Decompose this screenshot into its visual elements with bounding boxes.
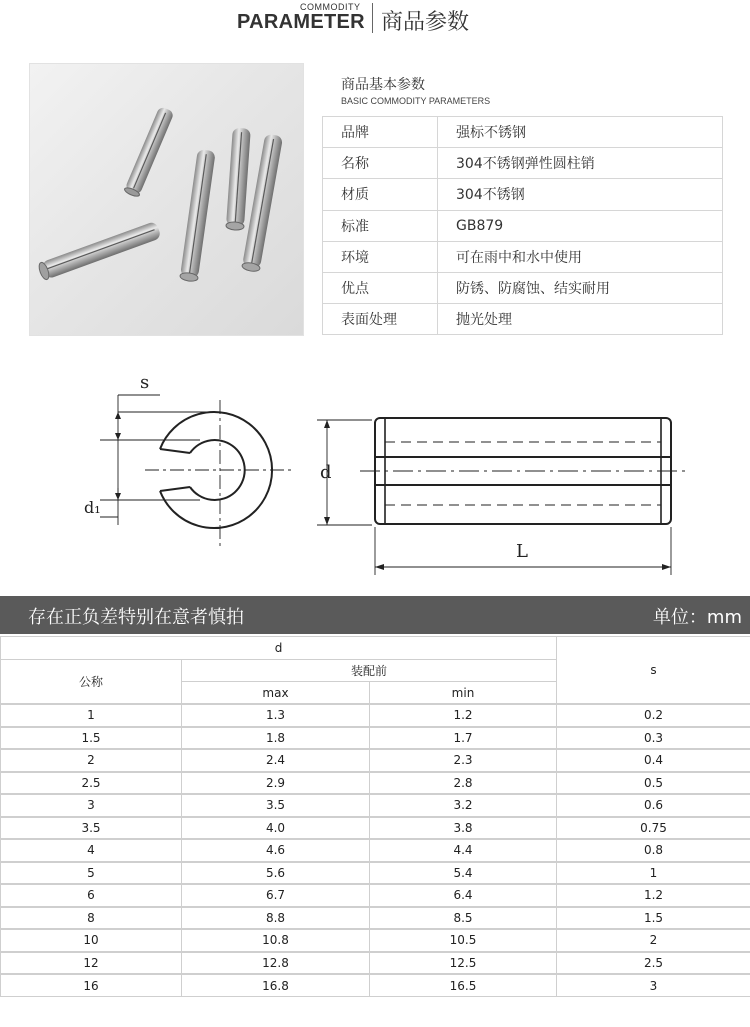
cell-max: 16.8 [182,974,370,997]
cell-s: 0.6 [557,794,750,817]
cell-s: 0.2 [557,704,750,727]
table-row [1,974,750,997]
param-key: 材质 [323,179,438,210]
label-d1: d₁ [84,498,101,517]
cell-nominal: 8 [1,907,182,930]
table-row [1,884,750,907]
table-row [1,727,750,750]
cell-min: 1.7 [370,727,557,750]
label-s: s [140,372,150,393]
table-row [1,952,750,975]
cell-max: 8.8 [182,907,370,930]
cell-s: 0.5 [557,772,750,795]
cell-max: 12.8 [182,952,370,975]
label-d: d [320,462,332,483]
cell-nominal: 3 [1,794,182,817]
cell-max: 2.9 [182,772,370,795]
param-value: 防锈、防腐蚀、结实耐用 [438,272,723,303]
cell-s: 2 [557,929,750,952]
cell-nominal: 12 [1,952,182,975]
spring-pins-illustration [30,64,305,337]
cell-s: 0.8 [557,839,750,862]
header-s: s [557,637,750,705]
cell-nominal: 3.5 [1,817,182,840]
cell-max: 3.5 [182,794,370,817]
cell-s: 0.4 [557,749,750,772]
header-max: max [182,682,370,705]
cell-max: 1.3 [182,704,370,727]
param-row [323,148,723,179]
header-nominal: 公称 [1,659,182,704]
table-row [1,907,750,930]
cell-max: 5.6 [182,862,370,885]
cell-min: 8.5 [370,907,557,930]
table-row [1,704,750,727]
cell-min: 3.8 [370,817,557,840]
label-L: L [516,541,528,562]
table-row [1,929,750,952]
cell-s: 0.3 [557,727,750,750]
param-row [323,117,723,148]
table-header-row [1,637,750,660]
cell-s: 2.5 [557,952,750,975]
basic-params-subtitle: BASIC COMMODITY PARAMETERS [341,96,491,106]
cell-max: 4.0 [182,817,370,840]
cell-nominal: 1.5 [1,727,182,750]
unit-label: 单位：mm [652,607,742,628]
cell-nominal: 1 [1,704,182,727]
table-row [1,794,750,817]
table-row [1,749,750,772]
cell-min: 1.2 [370,704,557,727]
tolerance-notice: 存在正负差特别在意者慎拍 [28,607,244,628]
basic-params-title: 商品基本参数 [341,77,425,93]
cell-nominal: 2 [1,749,182,772]
param-key: 名称 [323,148,438,179]
cell-s: 1.5 [557,907,750,930]
cell-s: 0.75 [557,817,750,840]
param-value: 抛光处理 [438,304,723,335]
basic-params-table [322,116,723,335]
cell-max: 2.4 [182,749,370,772]
cell-max: 10.8 [182,929,370,952]
param-row [323,179,723,210]
param-row [323,304,723,335]
cell-min: 2.8 [370,772,557,795]
pin-dimension-drawing [0,345,750,585]
param-row [323,272,723,303]
cell-min: 16.5 [370,974,557,997]
cell-min: 3.2 [370,794,557,817]
technical-drawing [0,345,750,585]
cell-nominal: 16 [1,974,182,997]
header-divider [372,3,373,33]
param-value: 304不锈钢 [438,179,723,210]
dimension-table [0,636,750,997]
cell-nominal: 4 [1,839,182,862]
table-row [1,817,750,840]
param-row [323,241,723,272]
cell-nominal: 10 [1,929,182,952]
cell-min: 12.5 [370,952,557,975]
cell-s: 1.2 [557,884,750,907]
param-key: 标准 [323,210,438,241]
tolerance-banner [0,596,750,634]
cell-s: 1 [557,862,750,885]
param-key: 表面处理 [323,304,438,335]
table-row [1,862,750,885]
cell-min: 10.5 [370,929,557,952]
table-row [1,839,750,862]
cell-nominal: 6 [1,884,182,907]
cell-min: 5.4 [370,862,557,885]
header-min: min [370,682,557,705]
param-key: 环境 [323,241,438,272]
cell-min: 4.4 [370,839,557,862]
cell-nominal: 5 [1,862,182,885]
cell-max: 1.8 [182,727,370,750]
param-key: 优点 [323,272,438,303]
header-en-small: COMMODITY [300,2,361,12]
param-value: GB879 [438,210,723,241]
cell-min: 6.4 [370,884,557,907]
param-value: 可在雨中和水中使用 [438,241,723,272]
section-header [0,0,750,40]
cell-nominal: 2.5 [1,772,182,795]
header-en-title: PARAMETER [237,11,365,33]
cell-max: 6.7 [182,884,370,907]
cell-s: 3 [557,974,750,997]
param-row [323,210,723,241]
param-key: 品牌 [323,117,438,148]
table-row [1,772,750,795]
param-value: 304不锈钢弹性圆柱销 [438,148,723,179]
cell-min: 2.3 [370,749,557,772]
header-cn-title: 商品参数 [381,10,470,35]
header-before-assembly: 装配前 [182,659,557,682]
param-value: 强标不锈钢 [438,117,723,148]
product-photo [29,63,304,336]
header-d: d [1,637,557,660]
cell-max: 4.6 [182,839,370,862]
